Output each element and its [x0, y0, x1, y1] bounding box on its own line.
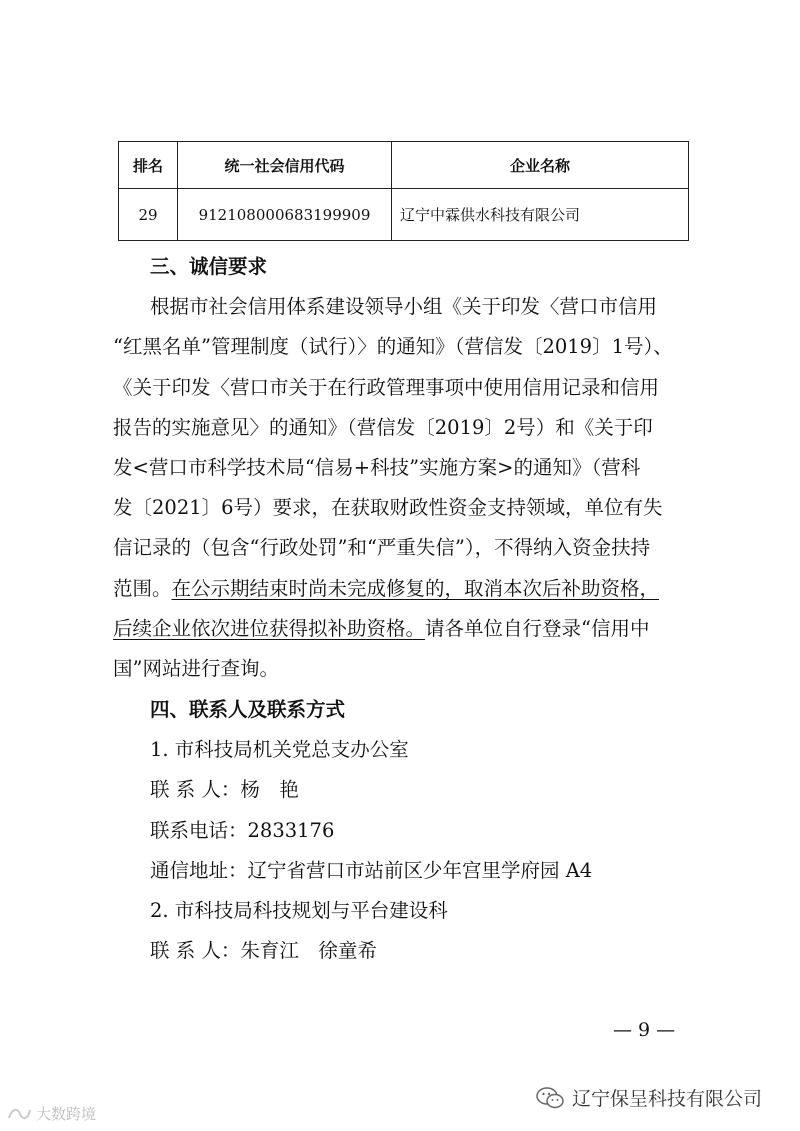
- paragraph-line: 根据市社会信用体系建设领导小组《关于印发〈营口市信用: [150, 295, 658, 318]
- paragraph-line: “红黑名单”管理制度（试行）〉的通知》（营信发〔2019〕1号）、: [113, 335, 673, 358]
- header-rank: 排名: [119, 142, 178, 189]
- section3-heading: 三、诚信要求: [150, 255, 268, 278]
- paragraph-line: 《关于印发〈营口市关于在行政管理事项中使用信用记录和信用: [113, 376, 660, 399]
- wechat-account-name: 辽宁保呈科技有限公司: [572, 1088, 763, 1110]
- paragraph-line: 发〔2021〕6号）要求，在获取财政性资金支持领域，单位有失: [113, 496, 663, 519]
- table-row: [119, 189, 689, 241]
- contact-line: 联 系 人：杨 艳: [150, 778, 299, 801]
- contact-line: 2. 市科技局科技规划与平台建设科: [150, 899, 448, 922]
- wechat-icon: [536, 1087, 564, 1109]
- paragraph-line: 报告的实施意见〉的通知》（营信发〔2019〕2号）和《关于印: [113, 416, 653, 439]
- contact-line: 通信地址：辽宁省营口市站前区少年宫里学府园 A4: [150, 859, 593, 882]
- watermark-logo-icon: [6, 1106, 32, 1122]
- cell-name: 辽宁中霖供水科技有限公司: [392, 189, 689, 241]
- underlined-text: 后续企业依次进位获得拟补助资格。: [113, 617, 426, 640]
- section4-heading: 四、联系人及联系方式: [150, 698, 346, 721]
- paragraph-line: [113, 575, 659, 603]
- contact-line: 1. 市科技局机关党总支办公室: [150, 738, 409, 761]
- paragraph-line: 信记录的（包含“行政处罚”和“严重失信”），不得纳入资金扶持: [113, 536, 651, 559]
- paragraph-line: 发<营口市科学技术局“信易+科技”实施方案>的通知》（营科: [113, 456, 641, 479]
- table-header-row: [119, 142, 689, 189]
- corner-watermark: [6, 1103, 96, 1124]
- header-code: 统一社会信用代码: [178, 142, 392, 189]
- wechat-watermark: [536, 1084, 762, 1111]
- cell-rank: 29: [119, 189, 178, 241]
- page-number: — 9 —: [613, 1019, 676, 1041]
- paragraph-line: 国”网站进行查询。: [113, 657, 279, 680]
- contact-line: 联 系 人：朱育江 徐童希: [150, 939, 377, 962]
- credit-table: [118, 141, 689, 241]
- paragraph-line: [113, 615, 650, 643]
- paragraph-text: 范围。: [113, 577, 172, 600]
- cell-code: 912108000683199909: [178, 189, 392, 241]
- paragraph-text: 请各单位自行登录“信用中: [425, 617, 650, 640]
- underlined-text: 在公示期结束时尚未完成修复的，取消本次后补助资格，: [171, 577, 660, 600]
- watermark-text: 大数跨境: [36, 1105, 97, 1123]
- header-name: 企业名称: [392, 142, 689, 189]
- contact-line: 联系电话：2833176: [150, 819, 335, 842]
